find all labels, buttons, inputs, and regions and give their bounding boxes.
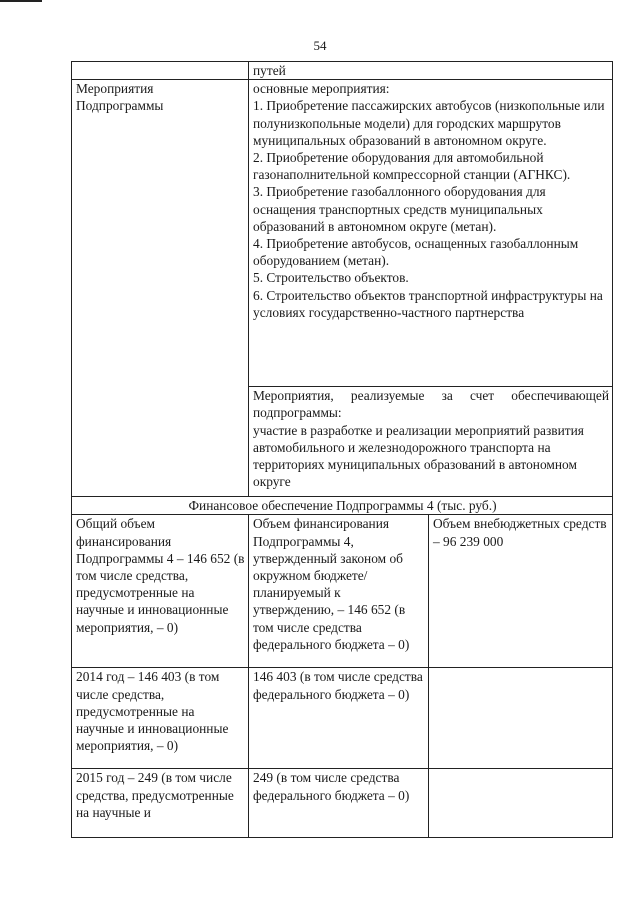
table-row — [72, 497, 613, 515]
activity-item: 4. Приобретение автобусов, оснащенных газобаллонным оборудованием (метан). — [253, 236, 579, 269]
table-row — [72, 515, 613, 668]
activity-item: 3. Приобретение газобаллонного оборудования для оснащения транспортных средств муниципальных образований в автономном округе (метан). — [253, 184, 546, 234]
finance-year-budget-cell: 249 (в том числе средства федерального бюджета – 0) — [249, 769, 429, 838]
activities-label-line: Мероприятия — [76, 81, 154, 97]
activity-item: 6. Строительство объектов транспортной инфраструктуры на условиях государственно-частного партнерства — [253, 287, 603, 320]
table-row — [72, 668, 613, 769]
activity-item: 5. Строительство объектов. — [253, 270, 409, 286]
activities-label-line: Подпрограммы — [76, 98, 164, 114]
empty-label-cell — [72, 62, 249, 80]
finance-budget-cell: Объем финансирования Подпрограммы 4, утвержденный законом об окружном бюджете/ планируемый к утверждению, – 146 652 (в том числе средства федерального бюджета – 0) — [249, 515, 429, 668]
activity-item: 2. Приобретение оборудования для автомобильной газонаполнительной компрессорной станции (АГНКС). — [253, 150, 571, 183]
finance-year-budget-cell: 146 403 (в том числе средства федерального бюджета – 0) — [249, 668, 429, 769]
table-row — [72, 769, 613, 838]
finance-total-cell: Общий объем финансирования Подпрограммы 4 – 146 652 (в том числе средства, предусмотренные на научные и инновационные мероприятия, – 0) — [72, 515, 249, 668]
support-activities-heading: Мероприятия, реализуемые за счет обеспечивающей подпрограммы: — [253, 388, 610, 421]
finance-year-cell: 2015 год – 249 (в том числе средства, предусмотренные на научные и — [72, 769, 249, 838]
finance-header-cell: Финансовое обеспечение Подпрограммы 4 (тыс. руб.) — [72, 497, 613, 515]
support-activities-text: участие в разработке и реализации мероприятий развития автомобильного и железнодорожного транспорта на территориях муниципальных образований в автономном округе — [253, 422, 584, 490]
activity-item: 1. Приобретение пассажирских автобусов (низкопольные или полунизкопольные модели) для городских маршрутов муниципальных образований в автономном округе. — [253, 98, 605, 148]
table-row — [72, 62, 613, 80]
activities-label-cell — [72, 80, 249, 497]
page-number: 54 — [313, 38, 327, 53]
subprogram-passport-table — [71, 61, 613, 838]
table-row — [72, 80, 613, 387]
main-activities-heading: основные мероприятия: — [253, 81, 390, 97]
finance-year-extrabudget-cell — [429, 769, 613, 838]
finance-year-extrabudget-cell — [429, 668, 613, 769]
continued-text-cell: путей — [249, 62, 613, 80]
finance-year-cell: 2014 год – 146 403 (в том числе средства, предусмотренные на научные и инновационные мероприятия, – 0) — [72, 668, 249, 769]
corner-mark — [0, 0, 42, 2]
finance-extrabudget-cell: Объем внебюджетных средств – 96 239 000 — [429, 515, 613, 668]
support-activities-cell — [249, 387, 613, 497]
main-activities-cell — [249, 80, 613, 387]
